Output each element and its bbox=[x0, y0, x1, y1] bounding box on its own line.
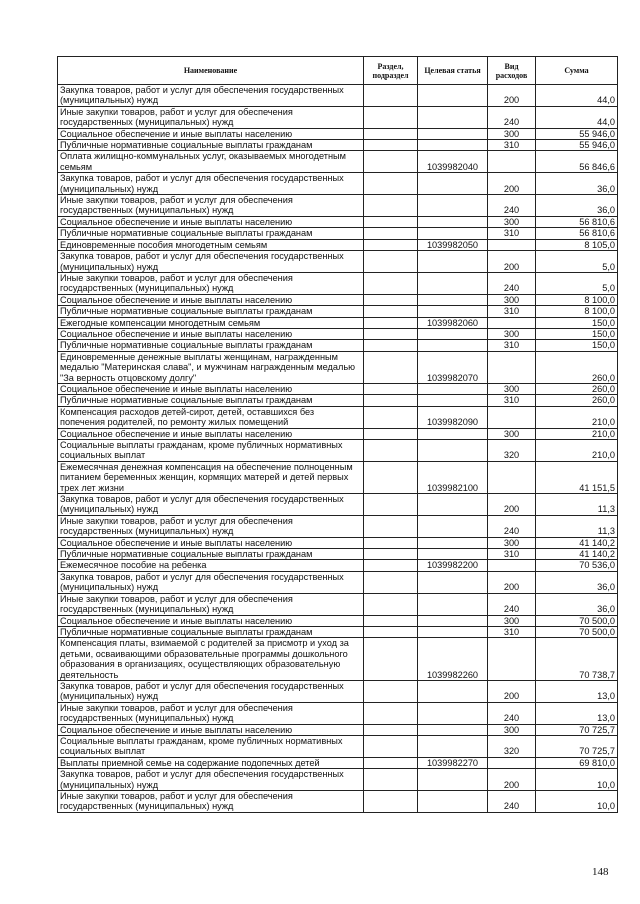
table-row bbox=[58, 757, 618, 768]
cell-sum: 41 140,2 bbox=[536, 549, 618, 560]
cell-target bbox=[418, 228, 488, 239]
cell-sum: 55 946,0 bbox=[536, 128, 618, 139]
cell-sum: 69 810,0 bbox=[536, 757, 618, 768]
cell-section bbox=[364, 735, 418, 757]
cell-sum: 11,3 bbox=[536, 515, 618, 537]
cell-section bbox=[364, 757, 418, 768]
cell-target bbox=[418, 340, 488, 351]
cell-name: Закупка товаров, работ и услуг для обеспечения государственных (муниципальных) нужд bbox=[58, 571, 364, 593]
table-row bbox=[58, 395, 618, 406]
cell-name: Публичные нормативные социальные выплаты гражданам bbox=[58, 340, 364, 351]
cell-section bbox=[364, 560, 418, 571]
cell-kind: 310 bbox=[488, 340, 536, 351]
cell-section bbox=[364, 549, 418, 560]
cell-target bbox=[418, 251, 488, 273]
table-row bbox=[58, 173, 618, 195]
table-row bbox=[58, 680, 618, 702]
cell-target bbox=[418, 735, 488, 757]
cell-name: Публичные нормативные социальные выплаты гражданам bbox=[58, 140, 364, 151]
cell-kind bbox=[488, 406, 536, 428]
cell-sum: 70 536,0 bbox=[536, 560, 618, 571]
cell-section bbox=[364, 724, 418, 735]
cell-kind: 240 bbox=[488, 702, 536, 724]
cell-name: Ежемесячная денежная компенсация на обеспечение полноценным питанием беременных женщин, кормящих матерей и детей первых трех лет жизни bbox=[58, 461, 364, 493]
cell-target bbox=[418, 173, 488, 195]
cell-section bbox=[364, 383, 418, 394]
cell-target bbox=[418, 626, 488, 637]
cell-sum: 36,0 bbox=[536, 195, 618, 217]
cell-sum: 260,0 bbox=[536, 351, 618, 383]
cell-section bbox=[364, 494, 418, 516]
cell-sum: 11,3 bbox=[536, 494, 618, 516]
cell-section bbox=[364, 769, 418, 791]
cell-target bbox=[418, 791, 488, 813]
cell-target bbox=[418, 615, 488, 626]
cell-target bbox=[418, 537, 488, 548]
cell-sum: 41 140,2 bbox=[536, 537, 618, 548]
cell-name: Закупка товаров, работ и услуг для обеспечения государственных (муниципальных) нужд bbox=[58, 680, 364, 702]
cell-target bbox=[418, 440, 488, 462]
cell-name: Единовременные денежные выплаты женщинам, награжденным медалью "Материнская слава", и мужчинам награжденным медалью "За верность отцовскому долгу" bbox=[58, 351, 364, 383]
cell-name: Иные закупки товаров, работ и услуг для обеспечения государственных (муниципальных) нужд bbox=[58, 791, 364, 813]
cell-kind: 310 bbox=[488, 306, 536, 317]
cell-kind: 320 bbox=[488, 440, 536, 462]
cell-kind: 240 bbox=[488, 593, 536, 615]
cell-target bbox=[418, 140, 488, 151]
cell-sum: 70 725,7 bbox=[536, 724, 618, 735]
cell-kind: 240 bbox=[488, 515, 536, 537]
cell-kind: 200 bbox=[488, 680, 536, 702]
cell-section bbox=[364, 638, 418, 681]
table-body bbox=[58, 85, 618, 813]
cell-kind: 240 bbox=[488, 272, 536, 294]
table-row bbox=[58, 140, 618, 151]
cell-section bbox=[364, 395, 418, 406]
cell-section bbox=[364, 461, 418, 493]
cell-name: Закупка товаров, работ и услуг для обеспечения государственных (муниципальных) нужд bbox=[58, 769, 364, 791]
table-row bbox=[58, 560, 618, 571]
cell-kind: 200 bbox=[488, 173, 536, 195]
cell-kind: 310 bbox=[488, 549, 536, 560]
cell-section bbox=[364, 340, 418, 351]
cell-name: Иные закупки товаров, работ и услуг для обеспечения государственных (муниципальных) нужд bbox=[58, 272, 364, 294]
cell-sum: 70 725,7 bbox=[536, 735, 618, 757]
cell-kind bbox=[488, 317, 536, 328]
cell-section bbox=[364, 239, 418, 250]
cell-name: Социальное обеспечение и иные выплаты населению bbox=[58, 383, 364, 394]
cell-section bbox=[364, 626, 418, 637]
table-row bbox=[58, 461, 618, 493]
cell-name: Выплаты приемной семье на содержание подопечных детей bbox=[58, 757, 364, 768]
header-name: Наименование bbox=[58, 57, 364, 85]
table-row bbox=[58, 440, 618, 462]
cell-name: Иные закупки товаров, работ и услуг для обеспечения государственных (муниципальных) нужд bbox=[58, 593, 364, 615]
cell-target bbox=[418, 702, 488, 724]
cell-kind: 300 bbox=[488, 216, 536, 227]
cell-kind: 200 bbox=[488, 85, 536, 107]
cell-kind: 200 bbox=[488, 571, 536, 593]
cell-kind: 200 bbox=[488, 769, 536, 791]
cell-name: Ежегодные компенсации многодетным семьям bbox=[58, 317, 364, 328]
cell-kind: 300 bbox=[488, 428, 536, 439]
cell-sum: 210,0 bbox=[536, 406, 618, 428]
cell-section bbox=[364, 195, 418, 217]
cell-kind: 310 bbox=[488, 395, 536, 406]
table-row bbox=[58, 769, 618, 791]
cell-section bbox=[364, 406, 418, 428]
cell-target bbox=[418, 128, 488, 139]
cell-sum: 5,0 bbox=[536, 272, 618, 294]
cell-section bbox=[364, 593, 418, 615]
cell-name: Социальные выплаты гражданам, кроме публичных нормативных социальных выплат bbox=[58, 735, 364, 757]
cell-kind: 300 bbox=[488, 328, 536, 339]
cell-target bbox=[418, 515, 488, 537]
cell-name: Социальные выплаты гражданам, кроме публичных нормативных социальных выплат bbox=[58, 440, 364, 462]
cell-section bbox=[364, 228, 418, 239]
cell-kind bbox=[488, 638, 536, 681]
cell-name: Ежемесячное пособие на ребенка bbox=[58, 560, 364, 571]
table-row bbox=[58, 638, 618, 681]
cell-kind: 300 bbox=[488, 128, 536, 139]
cell-sum: 56 810,6 bbox=[536, 228, 618, 239]
cell-sum: 13,0 bbox=[536, 702, 618, 724]
cell-section bbox=[364, 615, 418, 626]
table-row bbox=[58, 294, 618, 305]
table-row bbox=[58, 593, 618, 615]
table-row bbox=[58, 340, 618, 351]
cell-target bbox=[418, 593, 488, 615]
cell-kind: 320 bbox=[488, 735, 536, 757]
cell-sum: 260,0 bbox=[536, 395, 618, 406]
cell-sum: 55 946,0 bbox=[536, 140, 618, 151]
cell-sum: 8 105,0 bbox=[536, 239, 618, 250]
cell-kind bbox=[488, 151, 536, 173]
table-row bbox=[58, 537, 618, 548]
cell-target bbox=[418, 294, 488, 305]
cell-section bbox=[364, 294, 418, 305]
table-row bbox=[58, 351, 618, 383]
cell-name: Закупка товаров, работ и услуг для обеспечения государственных (муниципальных) нужд bbox=[58, 85, 364, 107]
table-row bbox=[58, 626, 618, 637]
cell-sum: 44,0 bbox=[536, 85, 618, 107]
table-header-row bbox=[58, 57, 618, 85]
cell-name: Социальное обеспечение и иные выплаты населению bbox=[58, 294, 364, 305]
table-row bbox=[58, 128, 618, 139]
cell-target bbox=[418, 195, 488, 217]
cell-section bbox=[364, 328, 418, 339]
cell-kind bbox=[488, 757, 536, 768]
table-row bbox=[58, 317, 618, 328]
cell-name: Публичные нормативные социальные выплаты гражданам bbox=[58, 549, 364, 560]
cell-sum: 210,0 bbox=[536, 428, 618, 439]
cell-target: 1039982040 bbox=[418, 151, 488, 173]
cell-target: 1039982070 bbox=[418, 351, 488, 383]
cell-kind bbox=[488, 560, 536, 571]
cell-sum: 36,0 bbox=[536, 571, 618, 593]
header-target: Целевая статья bbox=[418, 57, 488, 85]
cell-sum: 36,0 bbox=[536, 593, 618, 615]
cell-section bbox=[364, 702, 418, 724]
cell-kind bbox=[488, 461, 536, 493]
cell-name: Публичные нормативные социальные выплаты гражданам bbox=[58, 395, 364, 406]
cell-sum: 5,0 bbox=[536, 251, 618, 273]
cell-kind: 240 bbox=[488, 791, 536, 813]
table-row bbox=[58, 195, 618, 217]
cell-target bbox=[418, 769, 488, 791]
cell-name: Компенсация расходов детей-сирот, детей, оставшихся без попечения родителей, по ремонту жилых помещений bbox=[58, 406, 364, 428]
header-kind: Вид расходов bbox=[488, 57, 536, 85]
cell-sum: 13,0 bbox=[536, 680, 618, 702]
cell-section bbox=[364, 571, 418, 593]
cell-section bbox=[364, 306, 418, 317]
cell-target bbox=[418, 680, 488, 702]
cell-target: 1039982090 bbox=[418, 406, 488, 428]
cell-name: Закупка товаров, работ и услуг для обеспечения государственных (муниципальных) нужд bbox=[58, 494, 364, 516]
cell-target bbox=[418, 106, 488, 128]
cell-section bbox=[364, 106, 418, 128]
table-row bbox=[58, 239, 618, 250]
cell-section bbox=[364, 515, 418, 537]
cell-name: Социальное обеспечение и иные выплаты населению bbox=[58, 615, 364, 626]
cell-target: 1039982200 bbox=[418, 560, 488, 571]
cell-section bbox=[364, 272, 418, 294]
cell-section bbox=[364, 680, 418, 702]
table-row bbox=[58, 216, 618, 227]
cell-kind: 300 bbox=[488, 383, 536, 394]
cell-name: Публичные нормативные социальные выплаты гражданам bbox=[58, 306, 364, 317]
cell-sum: 41 151,5 bbox=[536, 461, 618, 493]
cell-section bbox=[364, 128, 418, 139]
cell-target bbox=[418, 216, 488, 227]
cell-target bbox=[418, 395, 488, 406]
cell-section bbox=[364, 537, 418, 548]
cell-kind bbox=[488, 351, 536, 383]
cell-target: 1039982050 bbox=[418, 239, 488, 250]
cell-section bbox=[364, 791, 418, 813]
cell-kind: 300 bbox=[488, 724, 536, 735]
cell-name: Иные закупки товаров, работ и услуг для обеспечения государственных (муниципальных) нужд bbox=[58, 106, 364, 128]
cell-name: Публичные нормативные социальные выплаты гражданам bbox=[58, 626, 364, 637]
cell-target: 1039982260 bbox=[418, 638, 488, 681]
table-row bbox=[58, 615, 618, 626]
cell-target bbox=[418, 383, 488, 394]
table-row bbox=[58, 106, 618, 128]
cell-target: 1039982100 bbox=[418, 461, 488, 493]
cell-target bbox=[418, 328, 488, 339]
table-row bbox=[58, 272, 618, 294]
table-row bbox=[58, 791, 618, 813]
table-row bbox=[58, 428, 618, 439]
cell-section bbox=[364, 85, 418, 107]
cell-kind: 200 bbox=[488, 494, 536, 516]
cell-section bbox=[364, 151, 418, 173]
cell-sum: 70 500,0 bbox=[536, 626, 618, 637]
cell-sum: 56 810,6 bbox=[536, 216, 618, 227]
budget-table bbox=[57, 56, 618, 813]
cell-section bbox=[364, 140, 418, 151]
table-row bbox=[58, 85, 618, 107]
cell-target bbox=[418, 306, 488, 317]
table-row bbox=[58, 383, 618, 394]
cell-name: Закупка товаров, работ и услуг для обеспечения государственных (муниципальных) нужд bbox=[58, 173, 364, 195]
cell-sum: 8 100,0 bbox=[536, 306, 618, 317]
cell-target bbox=[418, 549, 488, 560]
table-row bbox=[58, 571, 618, 593]
cell-sum: 260,0 bbox=[536, 383, 618, 394]
cell-name: Закупка товаров, работ и услуг для обеспечения государственных (муниципальных) нужд bbox=[58, 251, 364, 273]
table-row bbox=[58, 251, 618, 273]
cell-sum: 56 846,6 bbox=[536, 151, 618, 173]
cell-name: Оплата жилищно-коммунальных услуг, оказываемых многодетным семьям bbox=[58, 151, 364, 173]
cell-name: Социальное обеспечение и иные выплаты населению bbox=[58, 328, 364, 339]
cell-target: 1039982270 bbox=[418, 757, 488, 768]
cell-sum: 150,0 bbox=[536, 340, 618, 351]
cell-section bbox=[364, 173, 418, 195]
cell-section bbox=[364, 440, 418, 462]
cell-kind: 240 bbox=[488, 195, 536, 217]
cell-kind: 300 bbox=[488, 537, 536, 548]
cell-sum: 70 500,0 bbox=[536, 615, 618, 626]
table-row bbox=[58, 328, 618, 339]
cell-kind: 310 bbox=[488, 140, 536, 151]
table-row bbox=[58, 228, 618, 239]
cell-kind: 240 bbox=[488, 106, 536, 128]
cell-name: Иные закупки товаров, работ и услуг для обеспечения государственных (муниципальных) нужд bbox=[58, 195, 364, 217]
cell-name: Единовременные пособия многодетным семьям bbox=[58, 239, 364, 250]
cell-target bbox=[418, 85, 488, 107]
header-sum: Сумма bbox=[536, 57, 618, 85]
cell-section bbox=[364, 317, 418, 328]
cell-name: Иные закупки товаров, работ и услуг для обеспечения государственных (муниципальных) нужд bbox=[58, 515, 364, 537]
cell-target bbox=[418, 428, 488, 439]
cell-sum: 150,0 bbox=[536, 317, 618, 328]
table-row bbox=[58, 724, 618, 735]
cell-kind: 300 bbox=[488, 294, 536, 305]
table-row bbox=[58, 702, 618, 724]
cell-name: Иные закупки товаров, работ и услуг для обеспечения государственных (муниципальных) нужд bbox=[58, 702, 364, 724]
table-row bbox=[58, 515, 618, 537]
cell-section bbox=[364, 351, 418, 383]
cell-sum: 210,0 bbox=[536, 440, 618, 462]
table-row bbox=[58, 494, 618, 516]
cell-name: Социальное обеспечение и иные выплаты населению bbox=[58, 428, 364, 439]
table-row bbox=[58, 151, 618, 173]
cell-target bbox=[418, 724, 488, 735]
cell-sum: 44,0 bbox=[536, 106, 618, 128]
table-row bbox=[58, 549, 618, 560]
cell-kind: 310 bbox=[488, 228, 536, 239]
cell-name: Социальное обеспечение и иные выплаты населению bbox=[58, 128, 364, 139]
cell-sum: 36,0 bbox=[536, 173, 618, 195]
cell-name: Социальное обеспечение и иные выплаты населению bbox=[58, 216, 364, 227]
cell-name: Социальное обеспечение и иные выплаты населению bbox=[58, 537, 364, 548]
cell-sum: 10,0 bbox=[536, 791, 618, 813]
header-section: Раздел, подраздел bbox=[364, 57, 418, 85]
page-number: 148 bbox=[592, 866, 609, 878]
cell-name: Публичные нормативные социальные выплаты гражданам bbox=[58, 228, 364, 239]
cell-sum: 150,0 bbox=[536, 328, 618, 339]
table-row bbox=[58, 306, 618, 317]
cell-kind: 310 bbox=[488, 626, 536, 637]
cell-sum: 70 738,7 bbox=[536, 638, 618, 681]
cell-name: Компенсация платы, взимаемой с родителей за присмотр и уход за детьми, осваивающими образовательные программы дошкольного образования в организациях, осуществляющих образовательную деятельность bbox=[58, 638, 364, 681]
table-row bbox=[58, 735, 618, 757]
cell-target bbox=[418, 272, 488, 294]
cell-kind: 300 bbox=[488, 615, 536, 626]
cell-sum: 10,0 bbox=[536, 769, 618, 791]
cell-kind: 200 bbox=[488, 251, 536, 273]
cell-name: Социальное обеспечение и иные выплаты населению bbox=[58, 724, 364, 735]
table-row bbox=[58, 406, 618, 428]
cell-target bbox=[418, 494, 488, 516]
cell-target: 1039982060 bbox=[418, 317, 488, 328]
cell-section bbox=[364, 251, 418, 273]
cell-section bbox=[364, 428, 418, 439]
cell-kind bbox=[488, 239, 536, 250]
cell-section bbox=[364, 216, 418, 227]
cell-sum: 8 100,0 bbox=[536, 294, 618, 305]
cell-target bbox=[418, 571, 488, 593]
